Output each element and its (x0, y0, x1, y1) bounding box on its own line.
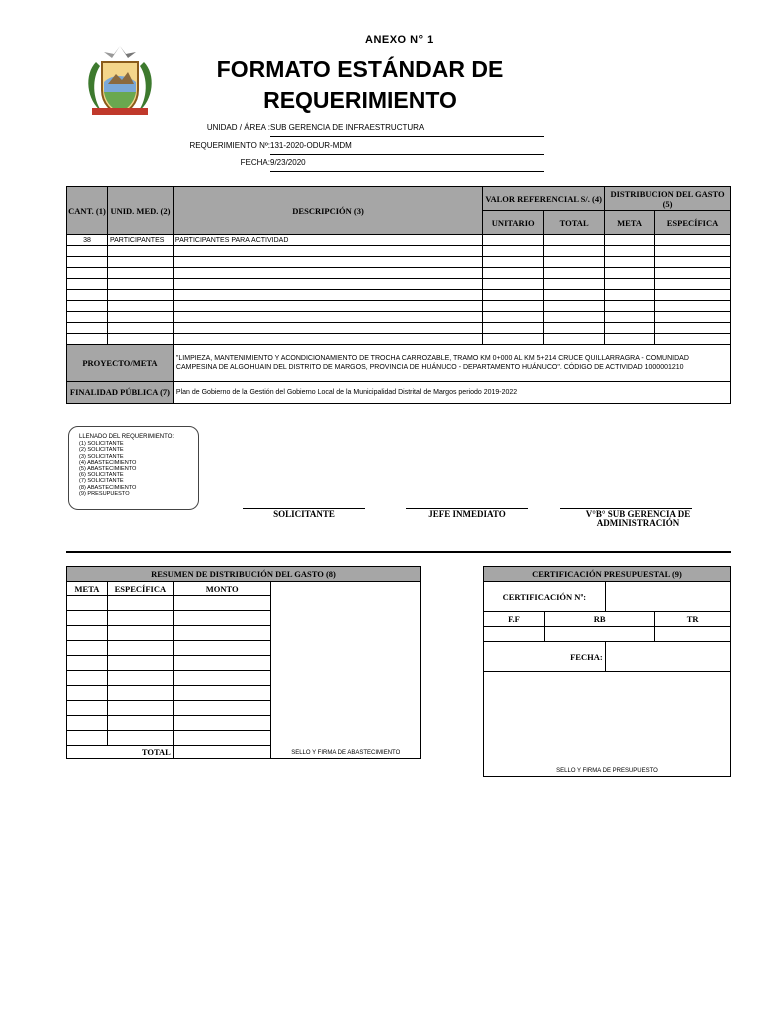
legend-item: (5) ABASTECIMIENTO (79, 466, 137, 473)
resumen-especifica-header: ESPECÍFICA (107, 582, 173, 596)
page-title-line1: FORMATO ESTÁNDAR DE (216, 56, 504, 82)
table-row (67, 235, 731, 246)
descripcion-header: DESCRIPCIÓN (3) (173, 187, 482, 235)
legend-item: (3) SOLICITANTE (79, 453, 124, 460)
requerimiento-line (270, 154, 544, 155)
table-row (67, 290, 731, 301)
fecha-value: 9/23/2020 (270, 158, 306, 167)
resumen-total-label: TOTAL (67, 746, 174, 759)
unidad-value: SUB GERENCIA DE INFRAESTRUCTURA (270, 123, 425, 132)
finalidad-publica-label: FINALIDAD PÚBLICA (7) (67, 382, 174, 404)
rb-label: RB (544, 612, 655, 627)
fecha-line (270, 171, 544, 172)
tr-label: TR (655, 612, 731, 627)
abastecimiento-seal-area (271, 582, 421, 759)
resumen-total-value (173, 746, 271, 759)
legend-item: (1) SOLICITANTE (79, 441, 124, 448)
legend-item: (4) ABASTECIMIENTO (79, 459, 137, 466)
meta-header: META (605, 211, 655, 235)
vb-label-line1: V°B° SUB GERENCIA DE (585, 509, 691, 519)
requerimiento-value: 131-2020-ODUR-MDM (270, 141, 352, 150)
total-header: TOTAL (544, 211, 605, 235)
section-divider (66, 551, 731, 553)
page-title-line2: REQUERIMIENTO (263, 87, 457, 113)
distribucion-header: DISTRIBUCION DEL GASTO (5) (605, 187, 731, 211)
unidad-line (270, 136, 544, 137)
jefe-inmediato-label: JEFE INMEDIATO (428, 509, 506, 519)
legend-item: (9) PRESUPUESTO (79, 490, 130, 497)
table-row (67, 323, 731, 334)
fecha-cert-value (605, 642, 730, 672)
resumen-monto-header: MONTO (173, 582, 271, 596)
vb-label-line2: ADMINISTRACIÓN (596, 518, 680, 528)
table-row (67, 246, 731, 257)
sello-abastecimiento: SELLO Y FIRMA DE ABASTECIMIENTO (291, 750, 401, 756)
anexo-label: ANEXO N° 1 (365, 34, 434, 46)
coat-of-arms-logo (82, 44, 158, 120)
table-row (67, 301, 731, 312)
finalidad-publica-value: Plan de Gobierno de la Gestión del Gobierno Local de la Municipalidad Distrital de Margos periodo 2019-2022 (173, 382, 730, 404)
certificacion-title: CERTIFICACIÓN PRESUPUESTAL (9) (484, 567, 731, 582)
legend-item: (2) SOLICITANTE (79, 447, 124, 454)
unid-header: UNID. MED. (2) (107, 187, 173, 235)
table-row (67, 279, 731, 290)
certificacion-label: CERTIFICACIÓN Nº: (484, 582, 606, 612)
resumen-table (66, 566, 421, 759)
row-cant: 38 (67, 235, 108, 246)
resumen-meta-header: META (67, 582, 108, 596)
fecha-label: FECHA: (240, 158, 270, 167)
requirement-table (66, 186, 731, 404)
cant-header: CANT. (1) (67, 187, 108, 235)
llenado-legend (68, 426, 199, 510)
proyecto-meta-value: "LIMPIEZA, MANTENIMIENTO Y ACONDICIONAMIENTO DE TROCHA CARROZABLE, TRAMO KM 0+000 AL KM 5+214 CRUCE QUILLARRAGRA - COMUNIDAD CAMPESINA DE ALGOHUAIN DEL DISTRITO DE MARGOS, PROVINCIA DE HUÁNUCO - DEPARTAMENTO HUÁNUCO". CÓDIGO DE ACTIVIDAD 1000001210 (173, 345, 730, 382)
row-unid: PARTICIPANTES (107, 235, 173, 246)
table-row (67, 312, 731, 323)
requerimiento-label: REQUERIMIENTO Nº: (189, 141, 270, 150)
certificacion-value (605, 582, 730, 612)
solicitante-label: SOLICITANTE (273, 509, 335, 519)
unidad-label: UNIDAD / ÁREA : (206, 123, 270, 132)
legend-item: (8) ABASTECIMIENTO (79, 484, 137, 491)
valor-referencial-header: VALOR REFERENCIAL S/. (4) (483, 187, 605, 211)
certificacion-table (483, 566, 731, 777)
unitario-header: UNITARIO (483, 211, 544, 235)
table-row (67, 334, 731, 345)
ff-label: F.F (484, 612, 545, 627)
legend-item: (6) SOLICITANTE (79, 472, 124, 479)
fecha-cert-label: FECHA: (484, 642, 606, 672)
legend-title: LLENADO DEL REQUERIMIENTO: (79, 434, 175, 440)
row-desc: PARTICIPANTES PARA ACTIVIDAD (173, 235, 482, 246)
presupuesto-seal-area (484, 672, 731, 777)
proyecto-meta-label: PROYECTO/META (67, 345, 174, 382)
sello-presupuesto: SELLO Y FIRMA DE PRESUPUESTO (556, 768, 658, 774)
legend-item: (7) SOLICITANTE (79, 478, 124, 485)
table-row (67, 257, 731, 268)
table-row (67, 268, 731, 279)
especifica-header: ESPECÍFICA (655, 211, 731, 235)
resumen-title: RESUMEN DE DISTRIBUCIÓN DEL GASTO (8) (67, 567, 421, 582)
